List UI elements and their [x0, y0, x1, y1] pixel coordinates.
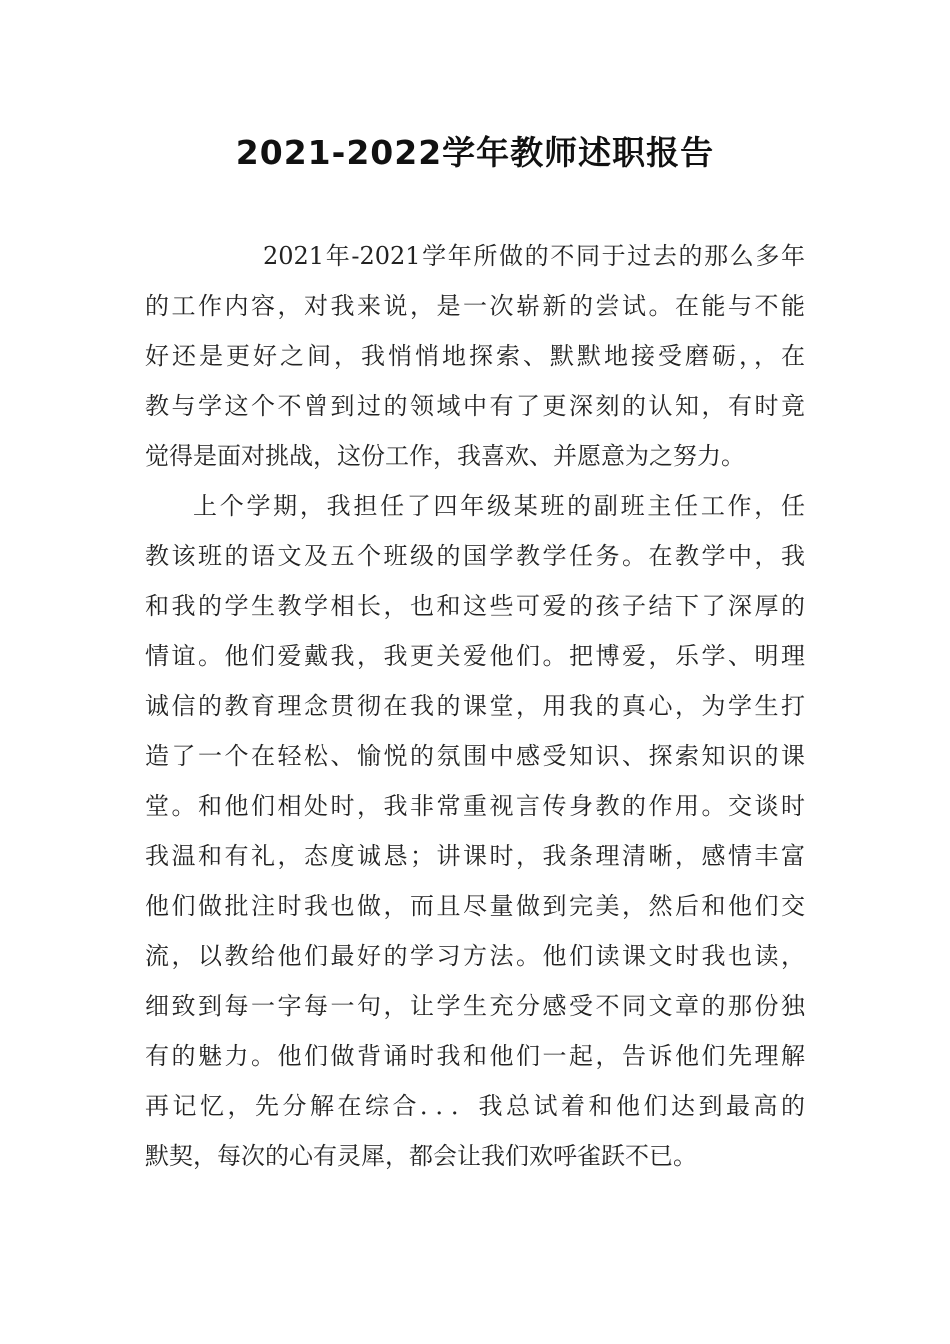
text-line: 情谊。他们爱戴我，我更关爱他们。把博爱，乐学、明理 — [145, 642, 805, 670]
text-line: 流，以教给他们最好的学习方法。他们读课文时我也读， — [145, 942, 805, 970]
text-line: 诚信的教育理念贯彻在我的课堂，用我的真心，为学生打 — [145, 692, 805, 720]
text-line: 上个学期，我担任了四年级某班的副班主任工作，任 — [193, 492, 805, 520]
text-line: 好还是更好之间，我悄悄地探索、默默地接受磨砺，，在 — [145, 342, 805, 370]
text-line: 教该班的语文及五个班级的国学教学任务。在教学中，我 — [145, 542, 805, 570]
paragraph-2 — [145, 481, 805, 1181]
text-line: 教与学这个不曾到过的领域中有了更深刻的认知，有时竟 — [145, 392, 805, 420]
text-line: 有的魅力。他们做背诵时我和他们一起，告诉他们先理解 — [145, 1042, 805, 1070]
text-line: 的工作内容，对我来说，是一次崭新的尝试。在能与不能 — [145, 292, 805, 320]
text-line: 堂。和他们相处时，我非常重视言传身教的作用。交谈时 — [145, 792, 805, 820]
text-line: 2021年-2021学年所做的不同于过去的那么多年 — [263, 242, 805, 270]
text-line: 细致到每一字每一句，让学生充分感受不同文章的那份独 — [145, 992, 805, 1020]
text-line: 他们做批注时我也做，而且尽量做到完美，然后和他们交 — [145, 892, 805, 920]
text-line: 觉得是面对挑战，这份工作，我喜欢、并愿意为之努力。 — [145, 442, 745, 470]
paragraph-1 — [145, 231, 805, 481]
text-line: 再记忆，先分解在综合．．．我总试着和他们达到最高的 — [145, 1092, 805, 1120]
text-line: 默契，每次的心有灵犀，都会让我们欢呼雀跃不已。 — [145, 1142, 697, 1170]
text-line: 我温和有礼，态度诚恳；讲课时，我条理清晰，感情丰富 — [145, 842, 805, 870]
text-line: 和我的学生教学相长，也和这些可爱的孩子结下了深厚的 — [145, 592, 805, 620]
text-line: 造了一个在轻松、愉悦的氛围中感受知识、探索知识的课 — [145, 742, 805, 770]
document-body — [145, 231, 805, 1181]
document-title: 2021-2022学年教师述职报告 — [235, 133, 715, 172]
